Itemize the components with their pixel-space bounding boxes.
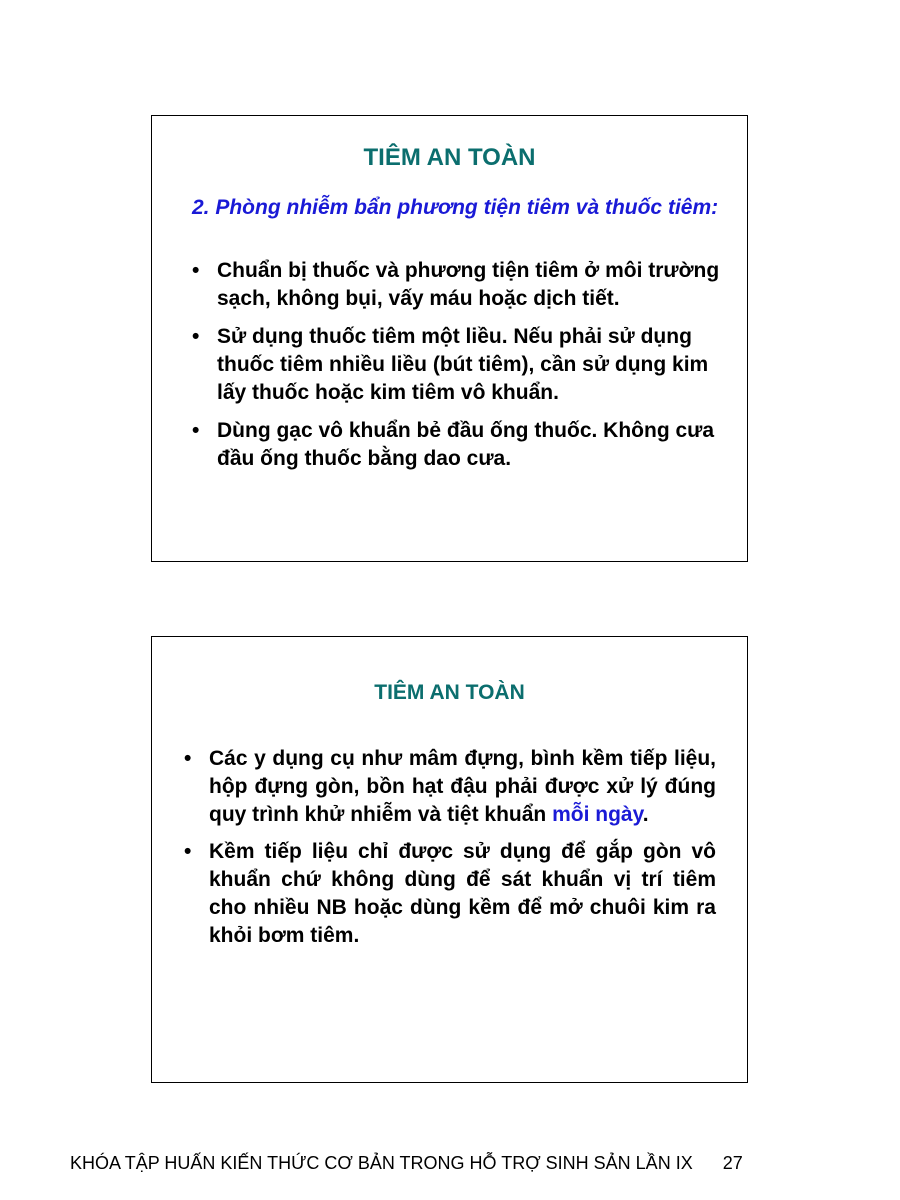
- list-item: [184, 838, 716, 950]
- bullet-icon: •: [192, 325, 200, 348]
- slide-1-subheading: 2. Phòng nhiễm bẩn phương tiện tiêm và thuốc tiêm:: [192, 196, 719, 219]
- list-item: [192, 323, 727, 407]
- list-item: [192, 417, 727, 473]
- bullet-text: Kềm tiếp liệu chỉ được sử dụng để gắp gòn vô khuẩn chứ không dùng để sát khuẩn vị trí tiêm cho nhiều NB hoặc dùng kềm để mở chuôi kim ra khỏi bơm tiêm.: [209, 840, 716, 947]
- bullet-text: Sử dụng thuốc tiêm một liều. Nếu phải sử dụng thuốc tiêm nhiều liều (bút tiêm), cần sử dụng kim lấy thuốc hoặc kim tiêm vô khuẩn.: [217, 325, 709, 404]
- bullet-text: Dùng gạc vô khuẩn bẻ đầu ống thuốc. Không cưa đầu ống thuốc bằng dao cưa.: [217, 419, 715, 470]
- slide-1: [151, 115, 748, 562]
- bullet-icon: •: [192, 259, 200, 282]
- slide-2: [151, 636, 748, 1083]
- page-footer: [70, 1152, 830, 1174]
- slide-1-title: TIÊM AN TOÀN: [363, 144, 536, 171]
- footer-course-title: KHÓA TẬP HUẤN KIẾN THỨC CƠ BẢN TRONG HỖ TRỢ SINH SẢN LẦN IX: [70, 1153, 693, 1173]
- list-item: [192, 257, 727, 313]
- slide-2-bullet-list: [184, 745, 716, 959]
- bullet-icon: •: [184, 840, 192, 863]
- bullet-icon: •: [184, 747, 192, 770]
- slide-1-bullet-list: [192, 257, 727, 483]
- bullet-text-end: .: [642, 803, 649, 826]
- bullet-icon: •: [192, 419, 200, 442]
- bullet-text: Chuẩn bị thuốc và phương tiện tiêm ở môi trường sạch, không bụi, vấy máu hoặc dịch tiết.: [217, 259, 720, 310]
- slide-2-title: TIÊM AN TOÀN: [374, 681, 525, 704]
- list-item: [184, 745, 716, 829]
- page-number: 27: [722, 1153, 743, 1173]
- bullet-text: Các y dụng cụ như mâm đựng, bình kềm tiếp liệu, hộp đựng gòn, bồn hạt đậu phải được xử lý đúng quy trình khử nhiễm và tiệt khuẩn: [209, 747, 716, 826]
- highlighted-text: mỗi ngày: [552, 803, 643, 826]
